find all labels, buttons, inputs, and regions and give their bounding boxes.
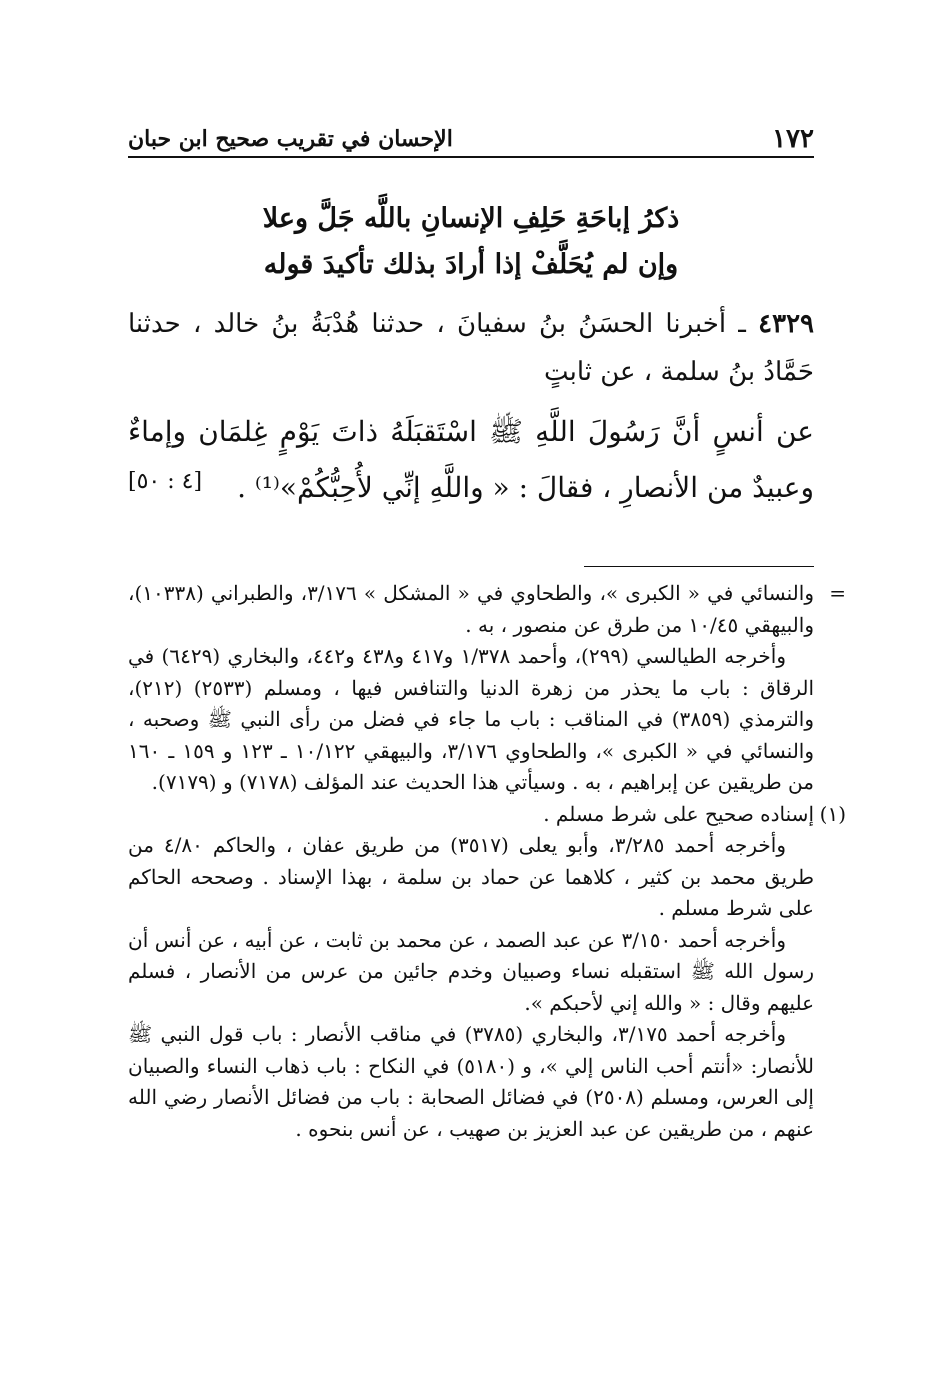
page-header bbox=[128, 118, 814, 158]
footnotes bbox=[128, 578, 846, 1145]
hadith-number: ٤٣٢٩ bbox=[758, 309, 814, 339]
running-title: الإحسان في تقريب صحيح ابن حبان bbox=[128, 126, 453, 152]
hadith-isnad bbox=[128, 300, 814, 396]
footnote-text: إسناده صحيح على شرط مسلم . bbox=[543, 801, 814, 826]
footnote-divider bbox=[584, 566, 814, 567]
footnote-paragraph: وأخرجه أحمد ٣/١٧٥، والبخاري (٣٧٨٥) في مناقب الأنصار : باب قول النبي ﷺ للأنصار: «أنتم أحب الناس إلي »، و (٥١٨٠) في النكاح : باب ذهاب النساء والصبيان إلى العرس، ومسلم (٢٥٠٨) في فضائل الصحابة : باب من فضائل الأنصار رضي الله عنهم ، من طريقين عن عبد العزيز بن صهيب ، عن أنس بنحوه . bbox=[128, 1022, 815, 1141]
page-number: ١٧٢ bbox=[772, 124, 814, 154]
chapter-heading-line-2: وإن لم يُحَلَّفْ إذا أرادَ بذلك تأكيدَ قوله bbox=[263, 249, 679, 280]
chapter-heading-line-1: ذكرُ إباحَةِ حَلِفِ الإنسانِ باللَّه جَلَّ وعلا bbox=[262, 203, 680, 234]
footnote-paragraph: وأخرجه أحمد ٣/١٥٠ عن عبد الصمد ، عن محمد بن ثابت ، عن أبيه ، عن أنس أن رسول الله ﷺ استقبله نساء وصبيان وخدم جائين من عرس من الأنصار ، فسلم عليهم وقال : « والله إني لأحبكم ». bbox=[128, 927, 814, 1015]
footnote-1-marker: (١) bbox=[819, 801, 846, 826]
footnote-text: والنسائي في « الكبرى »، والطحاوي في « المشكل » ٣/١٧٦، والطبراني (١٠٣٣٨)، والبيهقي ١٠/٤٥ من طرق عن منصور ، به . bbox=[128, 581, 814, 637]
chapter-heading bbox=[150, 196, 792, 288]
hadith-matn bbox=[128, 404, 814, 516]
footnote-continuation bbox=[128, 578, 846, 641]
header-divider bbox=[128, 156, 814, 158]
continuation-marker: = bbox=[829, 581, 846, 605]
footnote-paragraph: وأخرجه الطيالسي (٢٩٩)، وأحمد ١/٣٧٨ و٤١٧ و٤٣٨ و٤٤٢، والبخاري (٦٤٢٩) في الرقاق : باب ما يحذر من زهرة الدنيا والتنافس فيها ، ومسلم (٢٥٣٣) (٢١٢)، والترمذي (٣٨٥٩) في المناقب : باب ما جاء في فضل من رأى النبي ﷺ وصحبه ، والنسائي في « الكبرى »، والطحاوي ٣/١٧٦، والبيهقي ١٠/١٢٢ ـ ١٢٣ و ١٥٩ ـ ١٦٠ من طريقين عن إبراهيم ، به . وسيأتي هذا الحديث عند المؤلف (٧١٧٨) و (٧١٧٩). bbox=[128, 644, 815, 794]
matn-text: عن أنسٍ أنَّ رَسُولَ اللَّهِ ﷺ اسْتَقبَلَهُ ذاتَ يَوْمٍ غِلمَان وإماءٌ وعبيدٌ من الأنصارِ ، فقالَ : « واللَّهِ إنِّي لأُحِبُّكُمْ»⁽¹⁾ . bbox=[128, 415, 814, 504]
footnote-1 bbox=[128, 799, 846, 831]
hadith-reference: [٤ : ٥٠] bbox=[128, 469, 203, 494]
footnote-paragraph: وأخرجه أحمد ٣/٢٨٥، وأبو يعلى (٣٥١٧) من طريق عفان ، والحاكم ٤/٨٠ من طريق محمد بن كثير ، كلاهما عن حماد بن سلمة ، بهذا الإسناد . وصححه الحاكم على شرط مسلم . bbox=[128, 833, 814, 920]
isnad-text: ـ أخبرنا الحسَنُ بنُ سفيانَ ، حدثنا هُدْبَةُ بنُ خالد ، حدثنا حَمَّادُ بنُ سلمة ، عن ثابتٍ bbox=[128, 309, 814, 387]
